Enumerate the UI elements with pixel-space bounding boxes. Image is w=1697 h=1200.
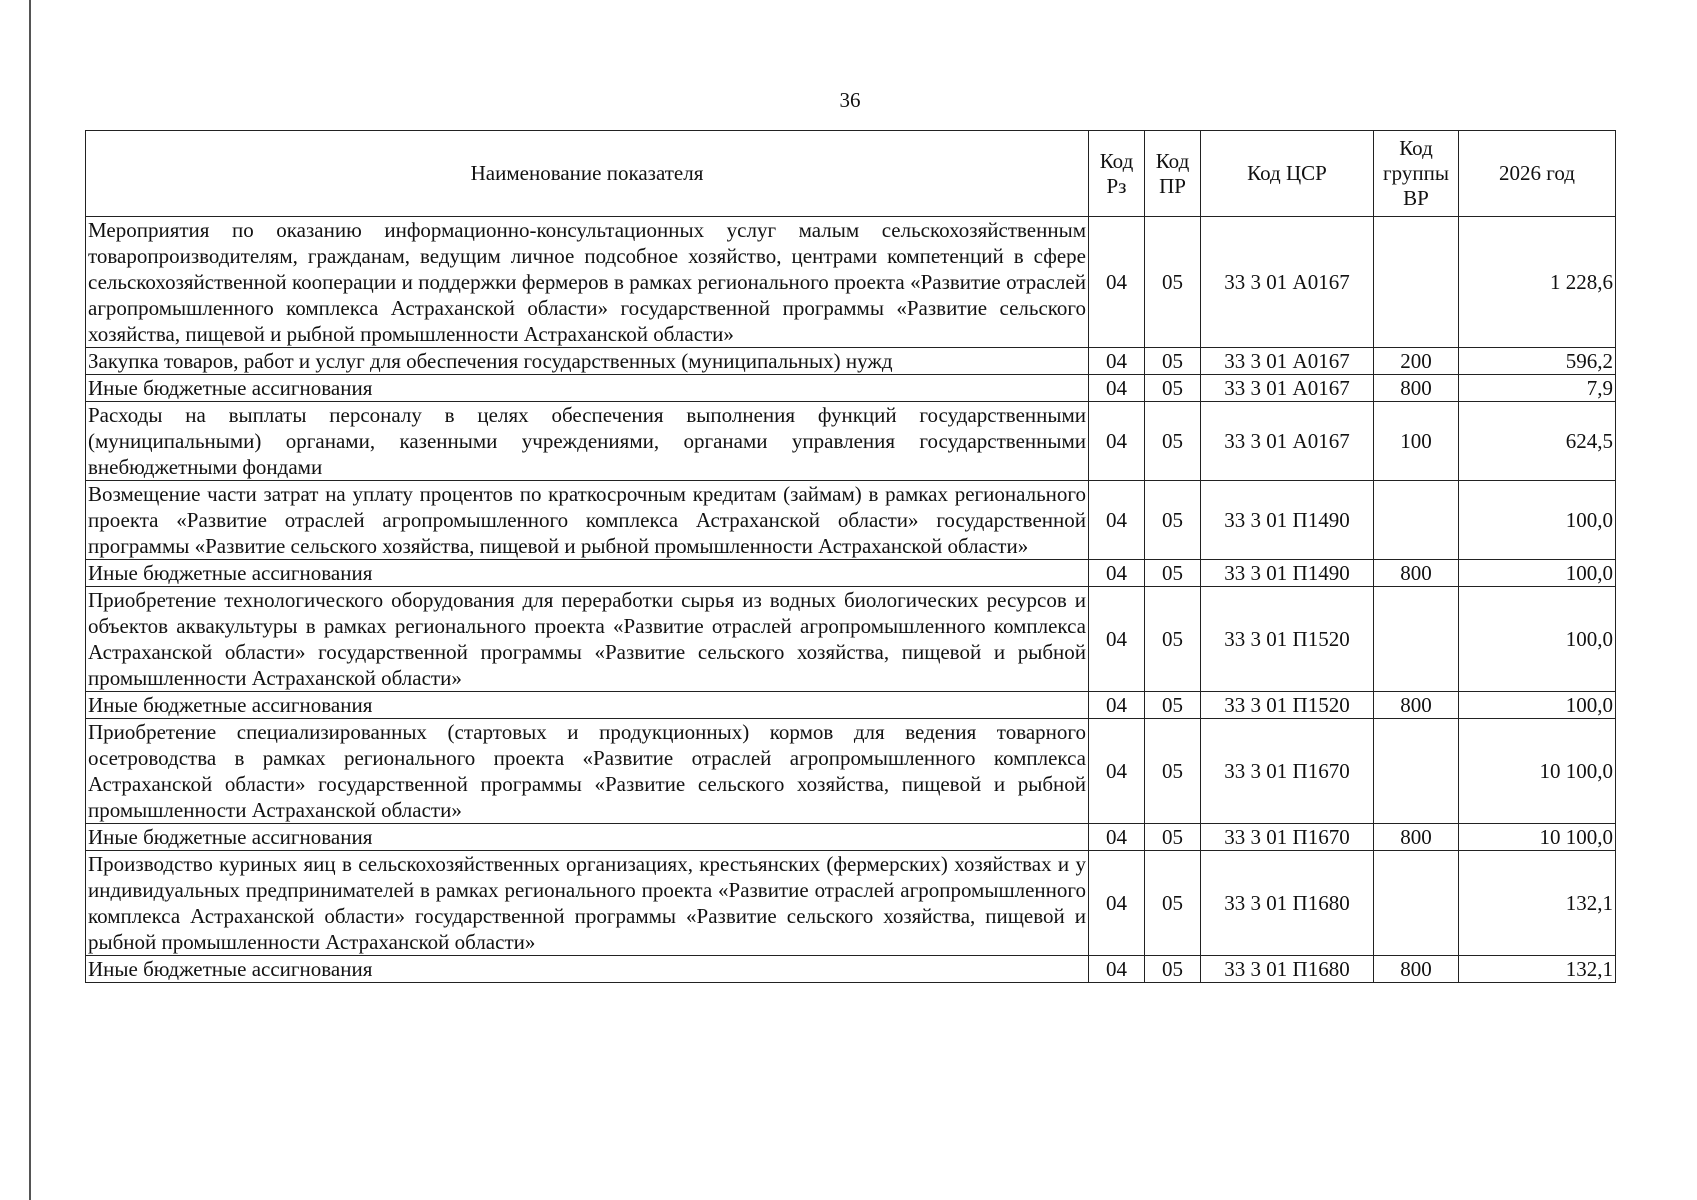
row-amount: 100,0 [1459, 587, 1616, 692]
table-row [86, 348, 1616, 375]
row-amount: 100,0 [1459, 560, 1616, 587]
header-name: Наименование показателя [86, 131, 1089, 217]
row-rz: 04 [1089, 560, 1145, 587]
table-row [86, 375, 1616, 402]
row-amount: 100,0 [1459, 692, 1616, 719]
row-rz: 04 [1089, 956, 1145, 983]
row-pr: 05 [1145, 587, 1201, 692]
header-pr: Код ПР [1145, 131, 1201, 217]
row-rz: 04 [1089, 692, 1145, 719]
row-vr: 800 [1374, 956, 1459, 983]
row-csr: 33 3 01 П1670 [1201, 719, 1374, 824]
row-vr [1374, 851, 1459, 956]
row-name: Иные бюджетные ассигнования [86, 824, 1089, 851]
row-amount: 100,0 [1459, 481, 1616, 560]
row-rz: 04 [1089, 824, 1145, 851]
row-vr [1374, 719, 1459, 824]
row-name: Иные бюджетные ассигнования [86, 956, 1089, 983]
table-row [86, 956, 1616, 983]
row-csr: 33 3 01 П1490 [1201, 560, 1374, 587]
budget-table [85, 130, 1616, 983]
row-vr: 800 [1374, 375, 1459, 402]
row-csr: 33 3 01 П1680 [1201, 956, 1374, 983]
row-vr [1374, 481, 1459, 560]
row-vr [1374, 217, 1459, 348]
header-vr: Код группы ВР [1374, 131, 1459, 217]
table-body [86, 217, 1616, 983]
row-name: Расходы на выплаты персоналу в целях обеспечения выполнения функций государственными (муниципальными) органами, казенными учреждениями, органами управления государственными внебюджетными фондами [86, 402, 1089, 481]
row-vr [1374, 587, 1459, 692]
table-row [86, 560, 1616, 587]
row-amount: 10 100,0 [1459, 824, 1616, 851]
row-csr: 33 3 01 А0167 [1201, 375, 1374, 402]
row-rz: 04 [1089, 587, 1145, 692]
page-number: 36 [839, 88, 861, 112]
row-amount: 10 100,0 [1459, 719, 1616, 824]
row-rz: 04 [1089, 217, 1145, 348]
table-row [86, 481, 1616, 560]
row-name: Возмещение части затрат на уплату процентов по краткосрочным кредитам (займам) в рамках регионального проекта «Развитие отраслей агропромышленного комплекса Астраханской области» государственной программы «Развитие сельского хозяйства, пищевой и рыбной промышленности Астраханской области» [86, 481, 1089, 560]
row-name: Мероприятия по оказанию информационно-консультационных услуг малым сельскохозяйственным товаропроизводителям, гражданам, ведущим личное подсобное хозяйство, центрами компетенций в сфере сельскохозяйственной кооперации и поддержки фермеров в рамках регионального проекта «Развитие отраслей агропромышленного комплекса Астраханской области» государственной программы «Развитие сельского хозяйства, пищевой и рыбной промышленности Астраханской области» [86, 217, 1089, 348]
row-amount: 596,2 [1459, 348, 1616, 375]
row-name: Иные бюджетные ассигнования [86, 692, 1089, 719]
row-pr: 05 [1145, 481, 1201, 560]
row-pr: 05 [1145, 348, 1201, 375]
row-amount: 7,9 [1459, 375, 1616, 402]
row-vr: 200 [1374, 348, 1459, 375]
row-name: Производство куриных яиц в сельскохозяйственных организациях, крестьянских (фермерских) хозяйствах и у индивидуальных предпринимателей в рамках регионального проекта «Развитие отраслей агропромышленного комплекса Астраханской области» государственной программы «Развитие сельского хозяйства, пищевой и рыбной промышленности Астраханской области» [86, 851, 1089, 956]
row-amount: 132,1 [1459, 851, 1616, 956]
row-vr: 100 [1374, 402, 1459, 481]
row-csr: 33 3 01 П1520 [1201, 587, 1374, 692]
table-row [86, 851, 1616, 956]
table-row [86, 824, 1616, 851]
table-header-row [86, 131, 1616, 217]
row-name: Иные бюджетные ассигнования [86, 560, 1089, 587]
row-rz: 04 [1089, 481, 1145, 560]
row-csr: 33 3 01 А0167 [1201, 402, 1374, 481]
table-row [86, 719, 1616, 824]
row-csr: 33 3 01 П1680 [1201, 851, 1374, 956]
row-pr: 05 [1145, 956, 1201, 983]
row-name: Приобретение специализированных (стартовых и продукционных) кормов для ведения товарного осетроводства в рамках регионального проекта «Развитие отраслей агропромышленного комплекса Астраханской области» государственной программы «Развитие сельского хозяйства, пищевой и рыбной промышленности Астраханской области» [86, 719, 1089, 824]
row-csr: 33 3 01 П1490 [1201, 481, 1374, 560]
row-csr: 33 3 01 П1670 [1201, 824, 1374, 851]
row-pr: 05 [1145, 402, 1201, 481]
table-row [86, 402, 1616, 481]
row-rz: 04 [1089, 375, 1145, 402]
row-rz: 04 [1089, 402, 1145, 481]
header-year: 2026 год [1459, 131, 1616, 217]
row-pr: 05 [1145, 375, 1201, 402]
row-pr: 05 [1145, 851, 1201, 956]
row-amount: 624,5 [1459, 402, 1616, 481]
header-rz: Код Рз [1089, 131, 1145, 217]
row-csr: 33 3 01 П1520 [1201, 692, 1374, 719]
row-vr: 800 [1374, 560, 1459, 587]
row-pr: 05 [1145, 217, 1201, 348]
row-pr: 05 [1145, 560, 1201, 587]
row-vr: 800 [1374, 692, 1459, 719]
row-vr: 800 [1374, 824, 1459, 851]
row-amount: 1 228,6 [1459, 217, 1616, 348]
row-name: Иные бюджетные ассигнования [86, 375, 1089, 402]
row-name: Закупка товаров, работ и услуг для обеспечения государственных (муниципальных) нужд [86, 348, 1089, 375]
row-pr: 05 [1145, 824, 1201, 851]
table-row [86, 692, 1616, 719]
row-rz: 04 [1089, 851, 1145, 956]
row-pr: 05 [1145, 719, 1201, 824]
header-csr: Код ЦСР [1201, 131, 1374, 217]
row-amount: 132,1 [1459, 956, 1616, 983]
row-csr: 33 3 01 А0167 [1201, 217, 1374, 348]
table-row [86, 587, 1616, 692]
binding-line [29, 0, 31, 1200]
row-name: Приобретение технологического оборудования для переработки сырья из водных биологических ресурсов и объектов аквакультуры в рамках регионального проекта «Развитие отраслей агропромышленного комплекса Астраханской области» государственной программы «Развитие сельского хозяйства, пищевой и рыбной промышленности Астраханской области» [86, 587, 1089, 692]
row-rz: 04 [1089, 348, 1145, 375]
row-pr: 05 [1145, 692, 1201, 719]
table-row [86, 217, 1616, 348]
row-rz: 04 [1089, 719, 1145, 824]
row-csr: 33 3 01 А0167 [1201, 348, 1374, 375]
